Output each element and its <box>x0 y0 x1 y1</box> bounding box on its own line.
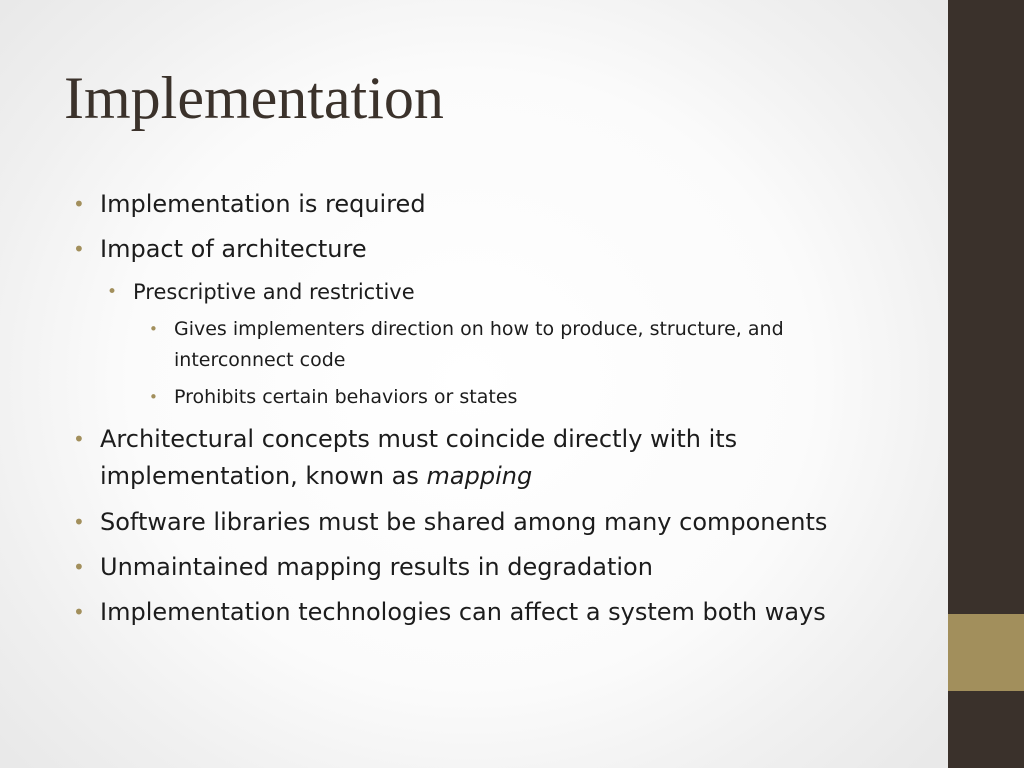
bullet-item <box>73 231 367 268</box>
bullet-text-line: Architectural concepts must coincide directly with its <box>100 425 738 453</box>
bullet-icon: • <box>149 320 158 338</box>
bullet-icon: • <box>149 388 158 406</box>
bullet-text: Prescriptive and restrictive <box>133 280 415 304</box>
bullet-text-line: implementation, known as <box>100 462 427 490</box>
bullet-icon: • <box>73 237 85 261</box>
bullet-icon: • <box>73 555 85 579</box>
bullet-text: Implementation is required <box>100 190 426 218</box>
slide-title: Implementation <box>64 65 444 131</box>
bullet-icon: • <box>73 192 85 216</box>
bullet-item <box>73 549 653 586</box>
bullet-text: Implementation technologies can affect a system both ways <box>100 598 826 626</box>
bullet-text-line: Gives implementers direction on how to produce, structure, and <box>174 318 784 340</box>
emphasized-term: mapping <box>426 462 533 490</box>
bullet-icon: • <box>73 600 85 624</box>
bullet-item <box>73 186 426 223</box>
bullet-icon: • <box>73 510 85 534</box>
bullet-text: Prohibits certain behaviors or states <box>174 386 518 408</box>
bullet-item <box>73 504 828 541</box>
sub-sub-bullet-item <box>149 382 874 413</box>
bullet-text: Software libraries must be shared among many components <box>100 508 828 536</box>
side-accent-block <box>948 614 1024 691</box>
bullet-text: Impact of architecture <box>100 235 367 263</box>
bullet-icon: • <box>73 427 85 451</box>
bullet-text: Unmaintained mapping results in degradation <box>100 553 653 581</box>
bullet-text-line: interconnect code <box>174 349 346 371</box>
sub-bullet-item <box>107 279 415 305</box>
bullet-item <box>73 421 738 495</box>
bullet-icon: • <box>107 282 118 302</box>
bullet-item <box>73 594 826 631</box>
sub-sub-bullet-item <box>149 314 874 376</box>
